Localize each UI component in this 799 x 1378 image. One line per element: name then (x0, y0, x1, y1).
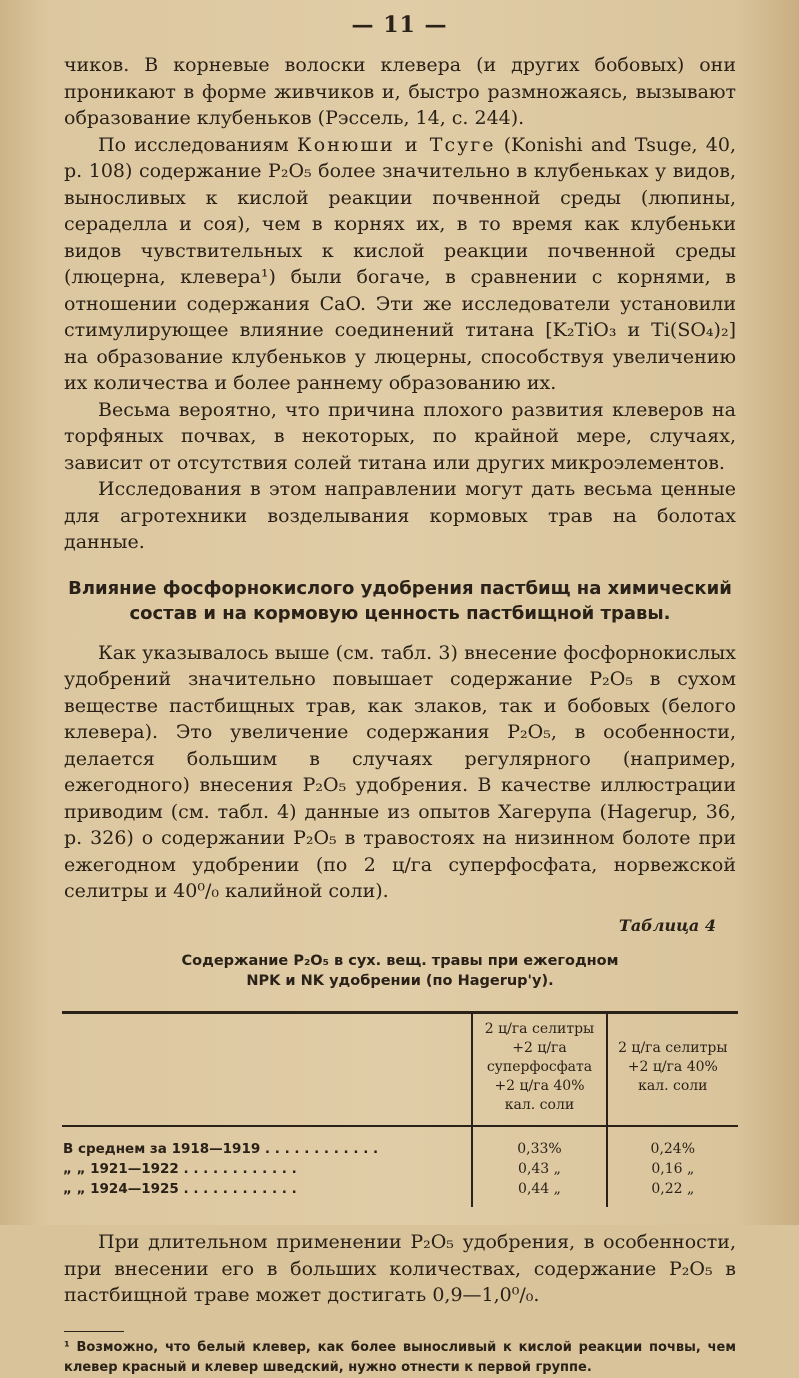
author-names: Конюши и Тсуге (296, 133, 496, 156)
paragraph-6: При длительном применении P₂O₅ удобрения, в особенности, при внесении его в больших количествах, содержание P₂O₅ в пастбищной траве может достигать 0,9—1,0⁰/₀. (64, 1231, 736, 1306)
data-table (62, 1011, 738, 1207)
values-nk (607, 1126, 738, 1207)
paragraph-5: Как указывалось выше (см. табл. 3) внесение фосфорнокислых удобрений значительно повышает содержание P₂O₅ в сухом веществе пастбищных трав, как злаков, так и бобовых (белого клевера). Это увеличение содержания P₂O₅, в особенности, делается большим в случаях регулярного (например, ежегодного) внесения P₂O₅ удобрения. В качестве иллюстрации приводим (см. табл. 4) данные из опытов Хагерупа (Hagerup, 36, p. 326) о содержании P₂O₅ в травостоях на низинном болоте при ежегодном удобрении (по 2 ц/га суперфосфата, норвежской селитры и 40⁰/₀ калийной соли). (64, 641, 736, 902)
section-heading: Влияние фосфорнокислого удобрения пастбищ на химический состав и на кормовую ценность пастбищной травы. (68, 577, 732, 624)
table-title-line-1: Содержание P₂O₅ в сух. вещ. травы при ежегодном (181, 953, 619, 969)
table-label: Таблица 4 (618, 915, 716, 935)
table-body-row (62, 1126, 738, 1207)
paragraph-1: чиков. В корневые волоски клевера (и других бобовых) они проникают в форме живчиков и, быстро размножаясь, вызывают образование клубеньков (Рэссель, 14, с. 244). (64, 54, 736, 129)
cell-value: 0,22 „ (651, 1181, 695, 1197)
values-npk (472, 1126, 606, 1207)
paragraph-3: Весьма вероятно, что причина плохого развития клеверов на торфяных почвах, в некоторых, по крайной мере, случаях, зависит от отсутствия солей титана или других микроэлементов. (64, 398, 736, 474)
paragraph-2-rest: (Konishi and Tsuge, 40, p. 108) содержание P₂O₅ более значительно в клубеньках у видов, выносливых к кислой реакции почвенной среды (люпины, сераделла и соя), чем в корнях их, в то время как клубеньки видов чувствительных к кислой реакции почвенной среды (люцерна, клевера¹) были богаче, в сравнении с корнями, в отношении содержания CaO. Эти же исследователи установили стимулирующее влияние соединений титана [K₂TiO₃ и Ti(SO₄)₂] на образование клубеньков у люцерны, способствуя увеличению их количества и более раннему образованию их. (64, 133, 736, 394)
paragraph-4: Исследования в этом направлении могут дать весьма ценные для агротехники возделывания кормовых трав на болотах данные. (64, 478, 736, 553)
table-title (64, 951, 736, 991)
page-body (64, 52, 736, 1378)
cell-value: 0,16 „ (651, 1161, 695, 1177)
paragraph-2-start: По исследованиям (98, 133, 297, 156)
cell-value: 0,24% (650, 1141, 696, 1157)
footnote-divider (64, 1331, 124, 1332)
row-labels (62, 1126, 472, 1207)
footnote: ¹ Возможно, что белый клевер, как более выносливый к кислой реакции почвы, чем клевер красный и клевер шведский, нужно отнести к первой группе. (64, 1339, 736, 1375)
row-label: „ „ 1921—1922 . . . . . . . . . . . . (63, 1160, 297, 1177)
column-header-nk: 2 ц/га селитры +2 ц/га 40% кал. соли (607, 1013, 738, 1127)
column-header-npk: 2 ц/га селитры +2 ц/га суперфосфата +2 ц/га 40% кал. соли (472, 1013, 606, 1127)
table-title-line-2: NPK и NK удобрении (по Hagerup'у). (246, 973, 554, 989)
paragraph-2 (64, 132, 736, 397)
page-number: — 11 — (351, 12, 448, 38)
cell-value: 0,44 „ (518, 1181, 561, 1197)
cell-value: 0,43 „ (518, 1161, 561, 1177)
row-label: „ „ 1924—1925 . . . . . . . . . . . . (63, 1180, 297, 1197)
cell-value: 0,33% (517, 1141, 562, 1157)
row-label: В среднем за 1918—1919 . . . . . . . . . . . . (63, 1140, 379, 1157)
table-corner (62, 1013, 472, 1127)
